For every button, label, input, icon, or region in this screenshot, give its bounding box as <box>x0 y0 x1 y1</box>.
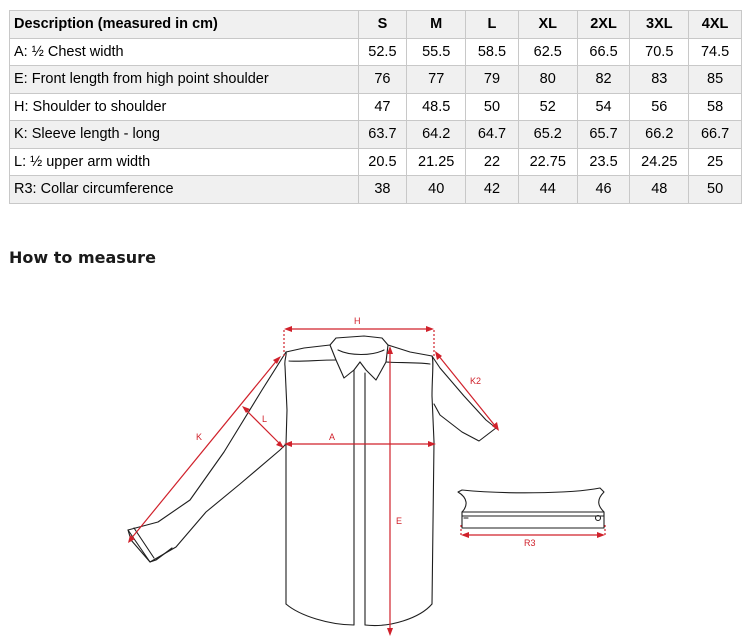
header-size-s: S <box>358 11 407 39</box>
table-cell: 22 <box>466 148 519 176</box>
table-cell: 76 <box>358 66 407 94</box>
table-cell: 66.2 <box>630 121 689 149</box>
row-label: A: ½ Chest width <box>10 38 359 66</box>
table-cell: 47 <box>358 93 407 121</box>
table-row <box>10 121 742 149</box>
table-cell: 79 <box>466 66 519 94</box>
table-cell: 22.75 <box>518 148 577 176</box>
table-cell: 50 <box>466 93 519 121</box>
how-to-measure-heading: How to measure <box>9 248 156 267</box>
row-label: H: Shoulder to shoulder <box>10 93 359 121</box>
row-label: R3: Collar circumference <box>10 176 359 204</box>
table-row <box>10 176 742 204</box>
table-cell: 65.7 <box>577 121 630 149</box>
table-row <box>10 148 742 176</box>
table-cell: 66.5 <box>577 38 630 66</box>
collar-outline <box>458 488 604 528</box>
table-cell: 55.5 <box>407 38 466 66</box>
table-cell: 50 <box>689 176 742 204</box>
label-k2: K2 <box>470 376 482 386</box>
table-cell: 54 <box>577 93 630 121</box>
row-label: E: Front length from high point shoulder <box>10 66 359 94</box>
table-row <box>10 66 742 94</box>
table-cell: 85 <box>689 66 742 94</box>
table-cell: 21.25 <box>407 148 466 176</box>
table-cell: 23.5 <box>577 148 630 176</box>
table-cell: 25 <box>689 148 742 176</box>
table-cell: 52 <box>518 93 577 121</box>
table-cell: 40 <box>407 176 466 204</box>
header-size-m: M <box>407 11 466 39</box>
table-cell: 77 <box>407 66 466 94</box>
table-cell: 44 <box>518 176 577 204</box>
measurement-lines <box>128 326 605 636</box>
header-size-xl: XL <box>518 11 577 39</box>
header-size-l: L <box>466 11 519 39</box>
label-h: H <box>354 316 361 326</box>
table-cell: 52.5 <box>358 38 407 66</box>
table-cell: 64.2 <box>407 121 466 149</box>
label-e: E <box>396 516 403 526</box>
label-l: L <box>262 414 268 424</box>
table-cell: 65.2 <box>518 121 577 149</box>
table-cell: 70.5 <box>630 38 689 66</box>
table-cell: 46 <box>577 176 630 204</box>
table-cell: 82 <box>577 66 630 94</box>
table-row <box>10 38 742 66</box>
table-cell: 38 <box>358 176 407 204</box>
size-table <box>9 10 742 204</box>
table-cell: 63.7 <box>358 121 407 149</box>
header-size-2xl: 2XL <box>577 11 630 39</box>
header-description: Description (measured in cm) <box>10 11 359 39</box>
table-cell: 66.7 <box>689 121 742 149</box>
header-size-3xl: 3XL <box>630 11 689 39</box>
table-cell: 56 <box>630 93 689 121</box>
table-cell: 83 <box>630 66 689 94</box>
row-label: L: ½ upper arm width <box>10 148 359 176</box>
label-k: K <box>196 432 203 442</box>
header-size-4xl: 4XL <box>689 11 742 39</box>
table-row <box>10 93 742 121</box>
table-cell: 48.5 <box>407 93 466 121</box>
table-cell: 48 <box>630 176 689 204</box>
shirt-measurement-diagram <box>0 300 742 643</box>
table-cell: 74.5 <box>689 38 742 66</box>
label-a: A <box>329 432 336 442</box>
table-cell: 20.5 <box>358 148 407 176</box>
label-r3: R3 <box>524 538 536 548</box>
table-cell: 58 <box>689 93 742 121</box>
table-cell: 58.5 <box>466 38 519 66</box>
table-cell: 24.25 <box>630 148 689 176</box>
table-cell: 64.7 <box>466 121 519 149</box>
table-cell: 42 <box>466 176 519 204</box>
table-cell: 80 <box>518 66 577 94</box>
shirt-outline <box>128 336 496 626</box>
table-cell: 62.5 <box>518 38 577 66</box>
row-label: K: Sleeve length - long <box>10 121 359 149</box>
table-header-row <box>10 11 742 39</box>
